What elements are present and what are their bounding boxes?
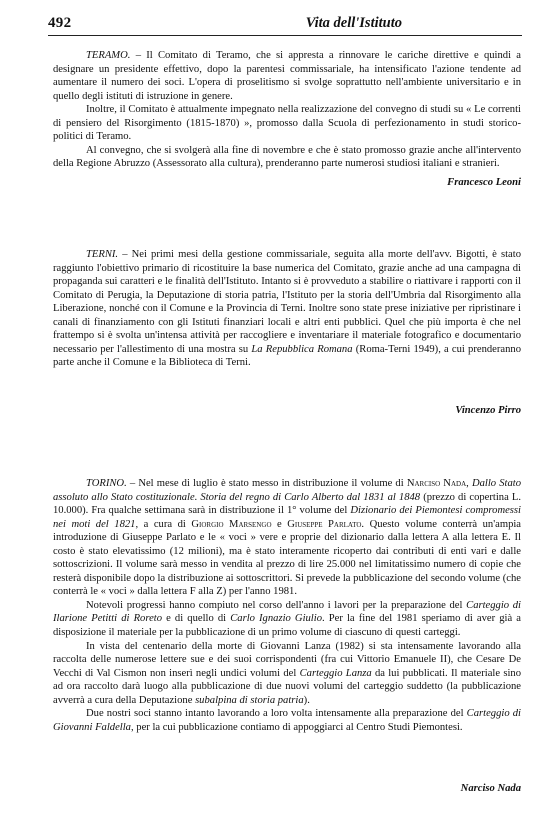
text-run: Carteggio di Giovanni Faldella — [53, 708, 521, 733]
signature: Narciso Nada — [460, 783, 521, 794]
text-run: . Per la fine del 1981 speriamo di aver già a disposizione il materiale per la pubblicazione di un primo volume di ciascuno di questi carteggi. — [53, 613, 521, 639]
paragraph — [53, 103, 521, 144]
section-city: TORINO. — [86, 478, 127, 489]
page-number: 492 — [48, 15, 72, 31]
text-run: Narciso Nada — [406, 478, 467, 489]
section-terni — [53, 248, 521, 416]
paragraph — [53, 599, 521, 640]
text-run: Due nostri soci stanno intanto lavorando a loro volta intensamente alla preparazione del — [86, 708, 467, 720]
paragraph — [53, 477, 521, 599]
text-run: ). — [303, 694, 310, 706]
text-run: (Roma-Terni 1949), a cui prenderanno parte anche il Comune e la Biblioteca di Terni. — [53, 343, 521, 369]
text-run: Giuseppe Parlato — [287, 518, 362, 530]
text-run: La Repubblica Romana — [251, 343, 353, 355]
section-city: TERNI. — [86, 249, 119, 260]
paragraph — [53, 707, 521, 734]
section-torino — [53, 477, 522, 794]
text-run: e di quello di — [162, 613, 231, 625]
text-run: Carlo Ignazio Giulio — [230, 613, 322, 625]
signature: Francesco Leoni — [447, 177, 521, 188]
section-body — [53, 49, 521, 171]
paragraph — [53, 49, 521, 103]
paragraph — [53, 144, 521, 171]
text-run: Inoltre, il Comitato è attualmente impegnato nella realizzazione del convegno di studi su « Le correnti di pensiero del Risorgimento (1815-1870) », promosso dalla Scuola di perfezionamento in studi storico-politici di Teramo. — [53, 104, 521, 143]
text-run: Al convegno, che si svolgerà alla fine di novembre e che è stato promosso grazie anche all'intervento della Regione Abruzzo (Assessorato alla cultura), prenderanno parte numerosi studiosi italiani e stranieri. — [53, 144, 521, 170]
header-rule — [48, 35, 522, 36]
text-run: – Il Comitato di Teramo, che si appresta a rinnovare le cariche direttive e quindi a designare un presidente effettivo, dopo la parentesi commissariale, ha intensificato l'azione tendente ad aumentare il numero dei soci. L'opera di proselitismo si svolge soprattutto nell'ambiente universitario e in quello degli istituti di istruzione in genere. — [53, 50, 521, 102]
text-run: Dallo Stato assoluto allo Stato costituzionale. Storia del regno di Carlo Alberto dal 1831 al 1848 — [53, 478, 521, 503]
section-body — [53, 248, 521, 370]
running-title: Vita dell'Istituto — [305, 15, 402, 31]
text-run: , a cura di — [135, 518, 192, 530]
text-run: (prezzo di copertina L. 10.000). Fra qualche settimana sarà in distribuzione il 1° volume del — [53, 491, 521, 517]
text-run: subalpina di storia patria — [195, 694, 304, 706]
paragraph — [53, 640, 521, 708]
text-run: – Nel mese di luglio è stato messo in distribuzione il volume di — [126, 478, 407, 489]
text-run: Notevoli progressi hanno compiuto nel corso dell'anno i lavori per la preparazione del — [86, 599, 467, 611]
text-run: Giorgio Marsengo — [191, 518, 272, 530]
text-run: e — [271, 518, 288, 530]
text-run: , — [466, 478, 472, 489]
section-teramo — [53, 49, 521, 188]
text-run: In vista del centenario della morte di Giovanni Lanza (1982) si sta intensamente lavorando alla raccolta delle numerose lettere sue e dei suoi corrispondenti (fra cui Vittorio Emanuele II), che Cesare De Vecchi di Val Cismon non inserì negli undici volumi del — [53, 640, 521, 679]
page-header — [48, 12, 520, 32]
section-city: TERAMO. — [86, 50, 131, 61]
text-run: . Questo volume conterrà un'ampia introduzione di Giuseppe Parlato e le « voci » vere e proprie del dizionario dalla lettera A alla lettera E. Il costo è stato elevatissimo (12 milioni), ma è stato interamente ricoperto dai contributi di enti vari e dalle sottoscrizioni. Il volume sarà messo in vendita al prezzo di lire 25.000 nel limitatissimo numero di copie che resterà disponibile dopo la distribuzione ai sottoscrittori. Si prevede la pubblicazione del secondo volume (che conterrà le « voci » dalla lettera F alla Z) per l'anno 1981. — [53, 518, 522, 598]
paragraph — [53, 248, 521, 370]
text-run: Dizionario dei Piemontesi compromessi nei moti del 1821 — [53, 505, 521, 530]
text-run: – Nei primi mesi della gestione commissariale, seguita alla morte dell'avv. Bigotti, è stato raggiunto l'obiettivo primario di ricostituire la base numerica del Comitato, grazie anche ad una campagna di propaganda sui caratteri e le finalità dell'Istituto. Intanto si è provveduto a stabilire o riattivare i rapporti con il Comitato di Perugia, la Deputazione di storia patria, l'Istituto per la storia dell'Umbria dal Risorgimento alla Liberazione, nonché con il Comune e la Provincia di Terni. Inoltre sono state prese iniziative per ripristinare i canali di finanziamento con gli Istituti finanziari locali e altri enti pubblici. Quel che più importa è che nel frattempo si è svolta un'intensa attività per raccogliere e inventariare il materiale fotografico e documentario necessario per l'allestimento di una mostra su — [53, 249, 521, 355]
text-run: , per la cui pubblicazione contiamo di appoggiarci al Centro Studi Piemontesi. — [130, 721, 463, 733]
signature: Vincenzo Pirro — [455, 405, 521, 416]
text-run: Carteggio di Ilarione Petitti di Roreto — [53, 599, 521, 625]
text-run: Carteggio Lanza — [299, 667, 372, 679]
section-body — [53, 477, 521, 734]
text-run: da lui pubblicati. Il materiale sino ad ora raccolto darà luogo alla pubblicazione di due nuovi volumi del carteggio suddetto (la pubblicazione avverrà a cura della Deputazione — [53, 667, 521, 706]
